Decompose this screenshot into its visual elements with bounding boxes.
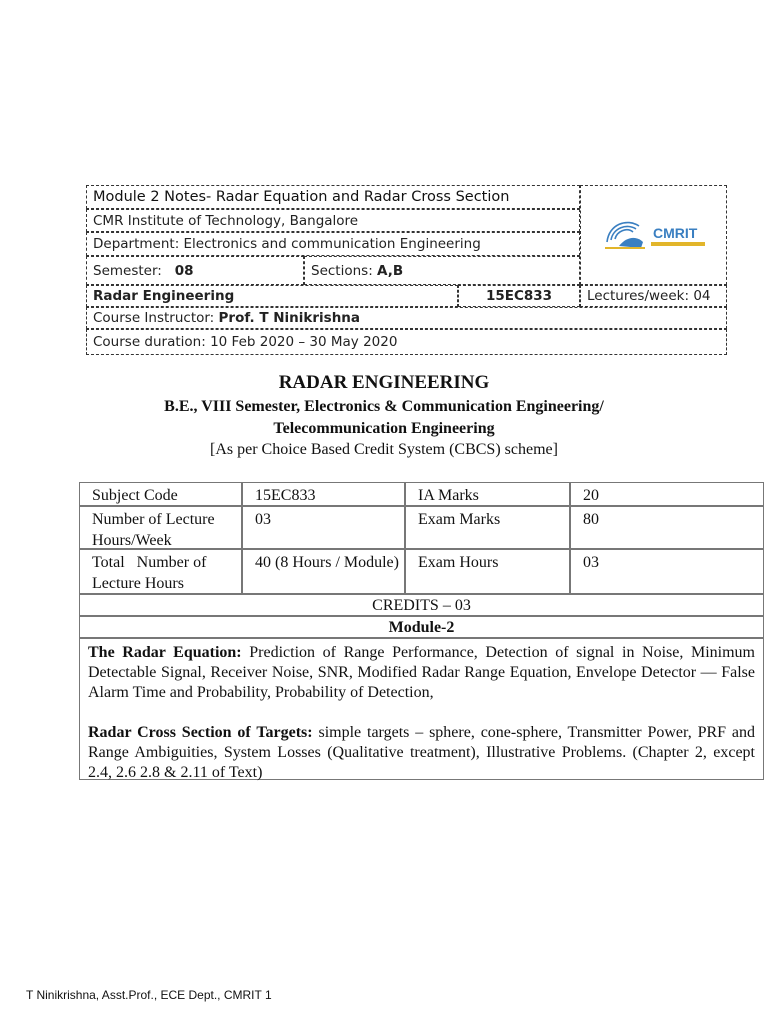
sections-cell (304, 256, 580, 285)
exam-hours-label: Exam Hours (405, 549, 570, 594)
ia-marks-label: IA Marks (405, 482, 570, 506)
page-footer: T Ninikrishna, Asst.Prof., ECE Dept., CMRIT 1 (26, 988, 272, 1002)
course-code-cell (458, 285, 580, 307)
instructor-name: Prof. T Ninikrishna (218, 310, 361, 326)
instructor-cell (86, 307, 727, 329)
course-name-cell (86, 285, 458, 307)
logo-cell (580, 185, 727, 285)
course-info-table (86, 185, 727, 356)
lecture-hours-value: 03 (242, 506, 405, 549)
course-name: Radar Engineering (93, 288, 235, 304)
module-description (79, 638, 764, 780)
sections-label: Sections: (311, 262, 373, 279)
total-hours-value: 40 (8 Hours / Module) (242, 549, 405, 594)
module-row: Module-2 (79, 616, 764, 638)
department-cell (86, 232, 580, 256)
exam-marks-label: Exam Marks (405, 506, 570, 549)
institute-name: CMR Institute of Technology, Bangalore (93, 212, 359, 229)
credits-row: CREDITS – 03 (79, 594, 764, 616)
cmrit-logo-icon (599, 210, 709, 260)
lecture-hours-label: Number of Lecture Hours/Week (79, 506, 242, 549)
lectures-week: Lectures/week: 04 (587, 288, 711, 304)
subject-code-label: Subject Code (79, 482, 242, 506)
subtitle-line-2: Telecommunication Engineering (273, 420, 495, 437)
sections-value: A,B (377, 262, 404, 279)
instructor-label: Course Instructor: (93, 310, 215, 326)
main-title: RADAR ENGINEERING (278, 372, 490, 393)
radar-equation-text: Prediction of Range Performance, Detection of signal in Noise, Minimum Detectable Signal, Receiver Noise, SNR, Modified Radar Range Equation, Envelope Detector — False Alarm Time and Probability, Probability of Detection, (88, 644, 755, 701)
ia-marks-value: 20 (570, 482, 764, 506)
exam-hours-value: 03 (570, 549, 764, 594)
subject-code-value: 15EC833 (242, 482, 405, 506)
subtitle-line-1: B.E., VIII Semester, Electronics & Communication Engineering/ (164, 398, 604, 415)
duration-cell (86, 329, 727, 355)
semester-value: 08 (174, 262, 194, 279)
department-name: Department: Electronics and communication Engineering (93, 236, 481, 252)
scheme-line: [As per Choice Based Credit System (CBCS) scheme] (210, 441, 558, 458)
semester-cell (86, 256, 304, 285)
notes-title: Module 2 Notes- Radar Equation and Radar Cross Section (93, 189, 510, 205)
course-code: 15EC833 (485, 288, 553, 304)
radar-equation-paragraph (88, 643, 755, 703)
radar-cross-section-paragraph (88, 723, 755, 783)
course-duration: Course duration: 10 Feb 2020 – 30 May 2020 (93, 334, 398, 350)
radar-cross-section-heading: Radar Cross Section of Targets: (88, 724, 313, 741)
institute-cell (86, 209, 580, 232)
exam-marks-value: 80 (570, 506, 764, 549)
notes-title-cell (86, 185, 580, 209)
radar-cross-section-text: simple targets – sphere, cone-sphere, Transmitter Power, PRF and Range Ambiguities, System Losses (Qualitative treatment), Illustrative Problems. (Chapter 2, except 2.4, 2.6 2.8 & 2.11 of Text) (88, 724, 756, 781)
semester-label: Semester: (93, 262, 162, 279)
syllabus-table (79, 482, 764, 780)
logo-text: CMRIT (652, 225, 697, 241)
total-hours-label: Total Number of Lecture Hours (79, 549, 242, 594)
lectures-week-cell (580, 285, 727, 307)
radar-equation-heading: The Radar Equation: (88, 644, 242, 661)
